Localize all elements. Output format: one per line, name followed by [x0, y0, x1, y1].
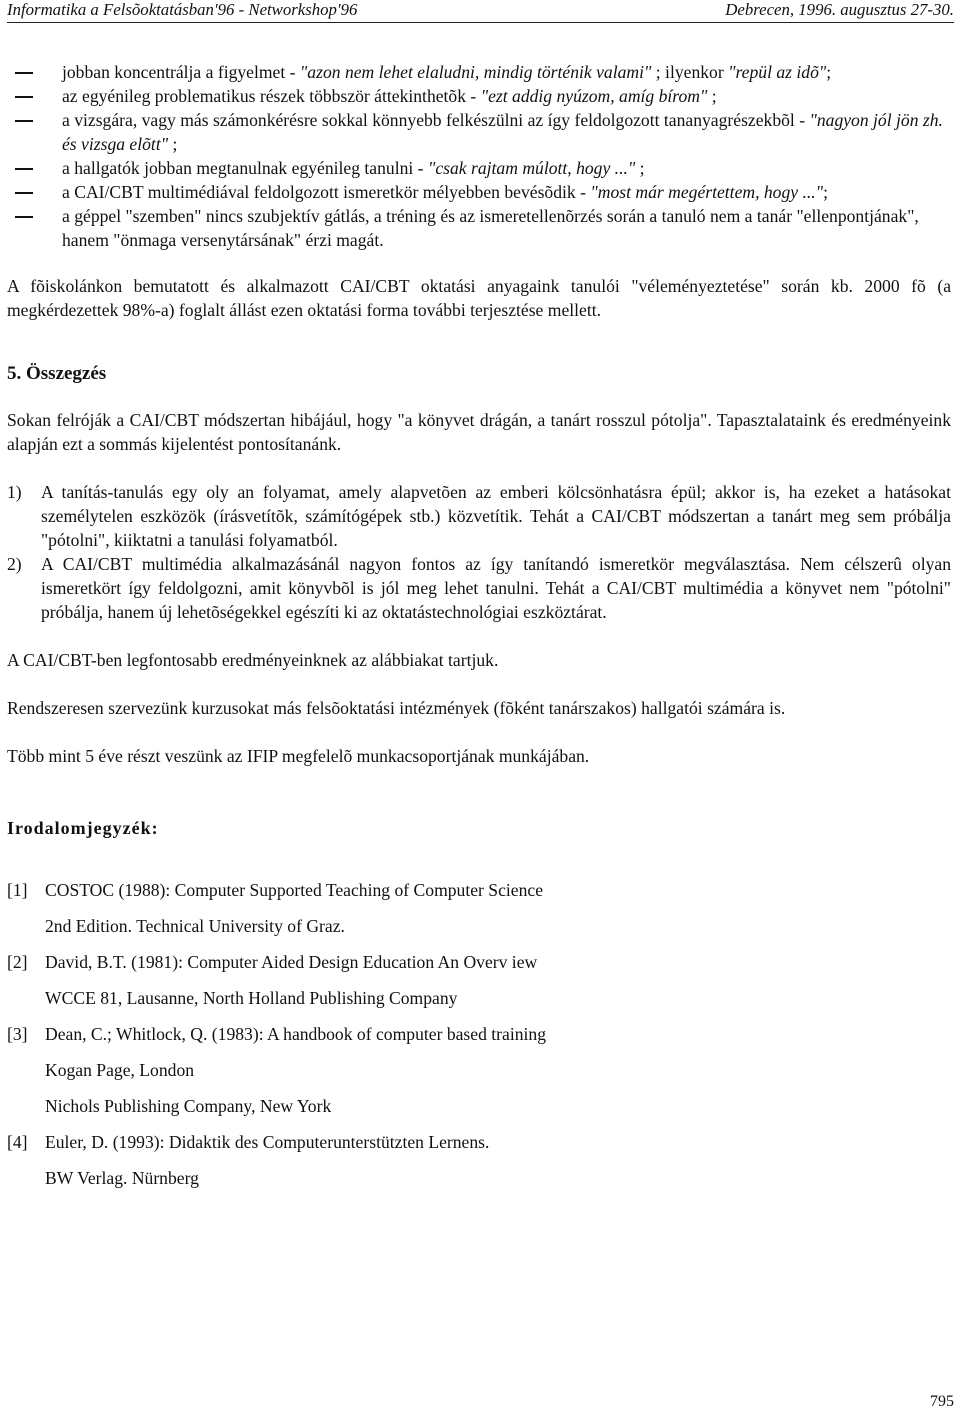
- reference-item: [3] Dean, C.; Whitlock, Q. (1983): A handbook of computer based training Kogan Page, London Nichols Publishing Company, New York: [7, 1024, 547, 1116]
- bullet-item: a CAI/CBT multimédiával feldolgozott ismeretkör mélyebben bevésõdik - "most már megértettem, hogy ...";: [7, 180, 951, 204]
- header-right: Debrecen, 1996. augusztus 27-30.: [725, 0, 954, 19]
- reference-item: [1] COSTOC (1988): Computer Supported Teaching of Computer Science 2nd Edition. Technical University of Graz.: [7, 880, 544, 936]
- dash-icon: [15, 192, 33, 194]
- reference-item: [2] David, B.T. (1981): Computer Aided Design Education An Overv iew WCCE 81, Lausanne, North Holland Publishing Company: [7, 952, 538, 1008]
- bullet-item: a hallgatók jobban megtanulnak egyénileg tanulni - "csak rajtam múlott, hogy ..." ;: [7, 156, 951, 180]
- bullet-item: a vizsgára, vagy más számonkérésre sokkal könnyebb felkészülni az így feldolgozott tananyagrészekbõl - "nagyon jól jön zh. és vizsga elõtt" ;: [7, 108, 951, 156]
- results-paragraph: A CAI/CBT-ben legfontosabb eredményeinknek az alábbiakat tartjuk.: [7, 650, 499, 670]
- reference-item: [4] Euler, D. (1993): Didaktik des Computerunterstützten Lernens. BW Verlag. Nürnberg: [7, 1132, 490, 1188]
- ifip-paragraph: Több mint 5 éve részt veszünk az IFIP megfelelõ munkacsoportjának munkájában.: [7, 746, 590, 766]
- dash-icon: [15, 216, 33, 218]
- running-header: [7, 0, 954, 23]
- dash-icon: [15, 120, 33, 122]
- page-number: 795: [930, 1393, 954, 1410]
- reference-list: [7, 878, 951, 1190]
- dash-icon: [15, 96, 33, 98]
- bullet-item: a géppel "szemben" nincs szubjektív gátlás, a tréning és az ismeretellenõrzés során a tanuló nem a tanár "ellenpontjának", hanem "önmaga versenytársának" érzi magát.: [7, 204, 951, 252]
- numbered-item: 1) A tanítás-tanulás egy oly an folyamat, amely alapvetõen az emberi kölcsönhatásra épül; akkor is, ha ezeket a hatásokat személytelen eszközök (írásvetítõk, számítógépek stb.) közvetítik. Tehát a CAI/CBT módszertan a tanárt meg sem próbálja "pótolni", kiiktatni a tanulási folyamatból.: [7, 482, 951, 550]
- evaluation-paragraph: A fõiskolánkon bemutatott és alkalmazott CAI/CBT oktatási anyagaink tanulói "véleményeztetése" során kb. 2000 fõ (a megkérdezettek 98%-a) foglalt állást ezen oktatási forma további terjesztése mellett.: [7, 276, 951, 320]
- dash-icon: [15, 72, 33, 74]
- bullet-item: az egyénileg problematikus részek többször áttekinthetõk - "ezt addig nyúzom, amíg bírom" ;: [7, 84, 951, 108]
- references-title: Irodalomjegyzék:: [7, 818, 159, 838]
- dash-icon: [15, 168, 33, 170]
- numbered-item: 2) A CAI/CBT multimédia alkalmazásánál nagyon fontos az így tanítandó ismeretkör megválasztása. Nem célszerû olyan ismeretkört így feldolgozni, amit könyvbõl is jól meg lehet tanulni. Tehát a CAI/CBT multimédia a könyvet nem "pótolni" próbálja, hanem új lehetõségekkel egészíti ki az oktatástechnológiai eszköztárat.: [7, 554, 951, 622]
- header-left: Informatika a Felsõoktatásban′96 - Networkshop′96: [7, 0, 358, 19]
- bullet-list: [7, 60, 951, 252]
- bullet-item: jobban koncentrálja a figyelmet - "azon nem lehet elaludni, mindig történik valami" ; ilyenkor "repül az idõ";: [7, 60, 951, 84]
- section-title: 5. Összegzés: [7, 363, 107, 384]
- summary-intro: Sokan felróják a CAI/CBT módszertan hibájául, hogy "a könyvet drágán, a tanárt rosszul pótolja". Tapasztalataink és eredményeink alapján ezt a sommás kijelentést pontosítanánk.: [7, 410, 951, 454]
- courses-paragraph: Rendszeresen szervezünk kurzusokat más felsõoktatási intézmények (fõként tanárszakos) hallgatói számára is.: [7, 698, 786, 718]
- page-content: [7, 60, 951, 1202]
- numbered-list: [7, 480, 951, 624]
